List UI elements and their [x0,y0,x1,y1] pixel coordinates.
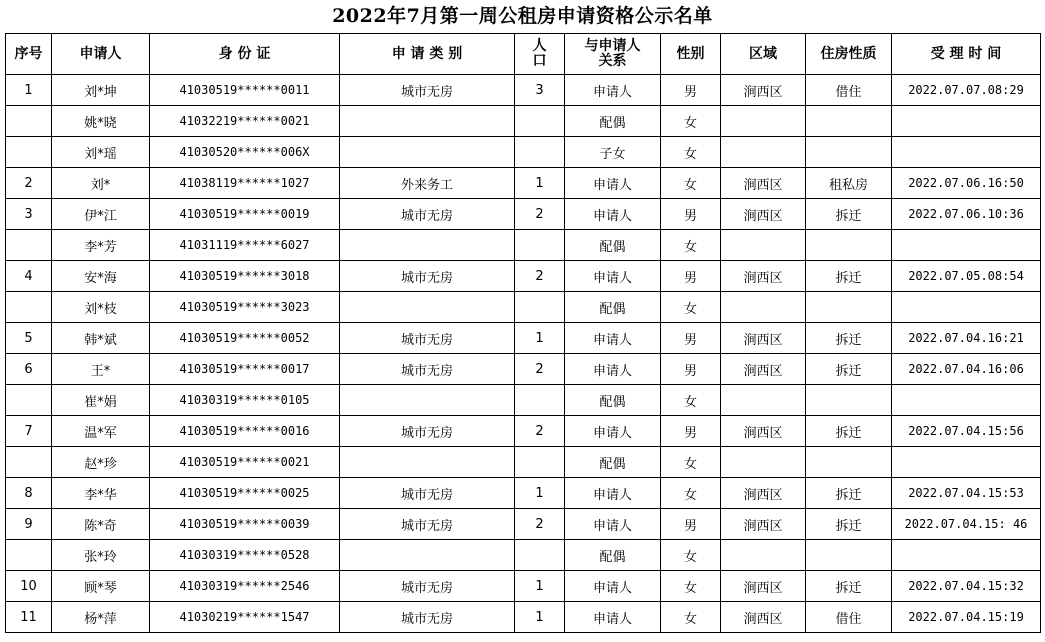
cell-gender: 女 [661,168,721,199]
cell-seq [6,137,52,168]
cell-id-card: 41030519******0017 [150,354,340,385]
cell-population [515,137,565,168]
cell-accept-time [892,292,1041,323]
cell-relation: 配偶 [565,106,661,137]
cell-gender: 女 [661,571,721,602]
cell-housing-type: 拆迁 [806,571,892,602]
cell-gender: 女 [661,447,721,478]
cell-housing-type [806,230,892,261]
cell-district [721,230,806,261]
cell-district: 涧西区 [721,261,806,292]
header-seq: 序号 [6,34,52,75]
cell-id-card: 41030219******1547 [150,602,340,633]
cell-id-card: 41030519******0052 [150,323,340,354]
cell-housing-type: 拆迁 [806,261,892,292]
cell-district: 涧西区 [721,199,806,230]
cell-category: 城市无房 [340,478,515,509]
cell-applicant: 刘*坤 [52,75,150,106]
table-row [6,509,1041,540]
cell-housing-type: 拆迁 [806,354,892,385]
cell-population: 1 [515,478,565,509]
cell-relation: 配偶 [565,230,661,261]
cell-housing-type: 拆迁 [806,478,892,509]
cell-population: 1 [515,571,565,602]
cell-applicant: 伊*江 [52,199,150,230]
cell-accept-time: 2022.07.04.15:19 [892,602,1041,633]
cell-population: 2 [515,509,565,540]
cell-relation: 申请人 [565,168,661,199]
table-row [6,137,1041,168]
cell-seq: 10 [6,571,52,602]
cell-accept-time: 2022.07.04.15:32 [892,571,1041,602]
cell-relation: 配偶 [565,447,661,478]
cell-applicant: 李*华 [52,478,150,509]
cell-applicant: 李*芳 [52,230,150,261]
cell-seq [6,230,52,261]
header-applicant: 申请人 [52,34,150,75]
cell-accept-time [892,540,1041,571]
cell-category: 城市无房 [340,323,515,354]
cell-category [340,106,515,137]
cell-id-card: 41030519******0021 [150,447,340,478]
cell-housing-type [806,106,892,137]
cell-housing-type [806,385,892,416]
table-row [6,230,1041,261]
cell-seq: 8 [6,478,52,509]
cell-relation: 申请人 [565,571,661,602]
cell-applicant: 温*军 [52,416,150,447]
cell-applicant: 韩*斌 [52,323,150,354]
header-district: 区域 [721,34,806,75]
cell-seq [6,106,52,137]
cell-id-card: 41030519******0019 [150,199,340,230]
cell-gender: 女 [661,602,721,633]
cell-relation: 申请人 [565,199,661,230]
cell-accept-time: 2022.07.04.15:56 [892,416,1041,447]
cell-population [515,230,565,261]
cell-accept-time: 2022.07.04.16:21 [892,323,1041,354]
cell-district: 涧西区 [721,75,806,106]
table-row [6,602,1041,633]
cell-category: 城市无房 [340,261,515,292]
cell-gender: 女 [661,385,721,416]
cell-relation: 申请人 [565,478,661,509]
cell-seq: 3 [6,199,52,230]
cell-housing-type: 拆迁 [806,509,892,540]
cell-category [340,540,515,571]
cell-district: 涧西区 [721,323,806,354]
cell-relation: 申请人 [565,323,661,354]
cell-relation: 申请人 [565,602,661,633]
cell-population: 2 [515,354,565,385]
cell-seq: 7 [6,416,52,447]
cell-applicant: 刘* [52,168,150,199]
cell-id-card: 41032219******0021 [150,106,340,137]
cell-applicant: 杨*萍 [52,602,150,633]
cell-applicant: 刘*枝 [52,292,150,323]
cell-category: 外来务工 [340,168,515,199]
header-id-card: 身 份 证 [150,34,340,75]
cell-id-card: 41030319******0528 [150,540,340,571]
cell-seq [6,540,52,571]
cell-accept-time: 2022.07.06.10:36 [892,199,1041,230]
cell-relation: 子女 [565,137,661,168]
cell-gender: 男 [661,199,721,230]
cell-category: 城市无房 [340,416,515,447]
cell-gender: 男 [661,509,721,540]
cell-id-card: 41030519******0039 [150,509,340,540]
cell-accept-time [892,106,1041,137]
cell-relation: 配偶 [565,540,661,571]
cell-id-card: 41030519******3018 [150,261,340,292]
cell-category [340,385,515,416]
cell-accept-time: 2022.07.06.16:50 [892,168,1041,199]
cell-gender: 女 [661,230,721,261]
cell-seq [6,447,52,478]
header-row [6,34,1041,75]
cell-applicant: 安*海 [52,261,150,292]
cell-population [515,540,565,571]
cell-accept-time [892,137,1041,168]
table-row [6,75,1041,106]
cell-housing-type [806,292,892,323]
cell-gender: 女 [661,540,721,571]
applicant-table [5,33,1041,633]
cell-gender: 男 [661,75,721,106]
cell-id-card: 41030319******2546 [150,571,340,602]
cell-district: 涧西区 [721,416,806,447]
cell-seq: 1 [6,75,52,106]
cell-population: 3 [515,75,565,106]
cell-district [721,385,806,416]
cell-population [515,447,565,478]
cell-district: 涧西区 [721,509,806,540]
header-accept-time: 受 理 时 间 [892,34,1041,75]
cell-population: 2 [515,416,565,447]
cell-seq: 4 [6,261,52,292]
cell-id-card: 41030520******006X [150,137,340,168]
cell-id-card: 41031119******6027 [150,230,340,261]
cell-category [340,230,515,261]
document-title: 2022年7月第一周公租房申请资格公示名单 [332,5,713,27]
cell-category [340,447,515,478]
cell-category: 城市无房 [340,509,515,540]
cell-applicant: 崔*娟 [52,385,150,416]
cell-population: 1 [515,323,565,354]
cell-seq: 2 [6,168,52,199]
cell-accept-time: 2022.07.04.16:06 [892,354,1041,385]
cell-gender: 女 [661,478,721,509]
cell-population: 1 [515,168,565,199]
cell-population [515,385,565,416]
cell-gender: 男 [661,261,721,292]
header-housing-type: 住房性质 [806,34,892,75]
cell-gender: 女 [661,292,721,323]
cell-population: 2 [515,199,565,230]
header-gender: 性别 [661,34,721,75]
cell-accept-time: 2022.07.07.08:29 [892,75,1041,106]
cell-housing-type: 租私房 [806,168,892,199]
cell-applicant: 刘*瑶 [52,137,150,168]
cell-applicant: 姚*晓 [52,106,150,137]
table-row [6,292,1041,323]
cell-accept-time [892,230,1041,261]
cell-id-card: 41030519******0016 [150,416,340,447]
cell-district: 涧西区 [721,168,806,199]
table-row [6,540,1041,571]
cell-category [340,292,515,323]
cell-relation: 申请人 [565,354,661,385]
cell-gender: 男 [661,323,721,354]
cell-accept-time [892,447,1041,478]
cell-category: 城市无房 [340,354,515,385]
cell-applicant: 王* [52,354,150,385]
cell-district [721,137,806,168]
table-row [6,323,1041,354]
cell-id-card: 41030319******0105 [150,385,340,416]
cell-district [721,292,806,323]
cell-category: 城市无房 [340,602,515,633]
header-population: 人口 [515,34,565,75]
cell-relation: 配偶 [565,385,661,416]
cell-seq: 9 [6,509,52,540]
header-relation: 与申请人关系 [565,34,661,75]
cell-relation: 申请人 [565,261,661,292]
table-row [6,261,1041,292]
table-row [6,199,1041,230]
cell-district [721,106,806,137]
cell-seq: 6 [6,354,52,385]
cell-housing-type: 拆迁 [806,323,892,354]
cell-id-card: 41030519******0011 [150,75,340,106]
cell-applicant: 顾*琴 [52,571,150,602]
cell-accept-time [892,385,1041,416]
table-row [6,571,1041,602]
cell-applicant: 陈*奇 [52,509,150,540]
cell-gender: 女 [661,137,721,168]
cell-seq [6,292,52,323]
cell-population [515,292,565,323]
cell-category: 城市无房 [340,571,515,602]
cell-accept-time: 2022.07.05.08:54 [892,261,1041,292]
cell-housing-type: 拆迁 [806,199,892,230]
cell-housing-type: 借住 [806,602,892,633]
cell-relation: 配偶 [565,292,661,323]
cell-district [721,447,806,478]
cell-seq: 11 [6,602,52,633]
cell-population: 1 [515,602,565,633]
cell-district: 涧西区 [721,354,806,385]
cell-population: 2 [515,261,565,292]
cell-relation: 申请人 [565,75,661,106]
cell-applicant: 张*玲 [52,540,150,571]
cell-housing-type: 拆迁 [806,416,892,447]
cell-seq [6,385,52,416]
cell-district: 涧西区 [721,478,806,509]
table-row [6,385,1041,416]
table-row [6,478,1041,509]
table-row [6,168,1041,199]
cell-gender: 女 [661,106,721,137]
cell-seq: 5 [6,323,52,354]
cell-housing-type [806,137,892,168]
cell-category: 城市无房 [340,199,515,230]
cell-id-card: 41030519******0025 [150,478,340,509]
cell-id-card: 41038119******1027 [150,168,340,199]
table-row [6,416,1041,447]
cell-district [721,540,806,571]
cell-district: 涧西区 [721,571,806,602]
table-row [6,106,1041,137]
table-row [6,447,1041,478]
cell-housing-type: 借住 [806,75,892,106]
header-category: 申 请 类 别 [340,34,515,75]
cell-housing-type [806,447,892,478]
cell-relation: 申请人 [565,416,661,447]
cell-gender: 男 [661,354,721,385]
cell-accept-time: 2022.07.04.15: 46 [892,509,1041,540]
cell-category: 城市无房 [340,75,515,106]
cell-relation: 申请人 [565,509,661,540]
table-row [6,354,1041,385]
cell-population [515,106,565,137]
cell-gender: 男 [661,416,721,447]
cell-category [340,137,515,168]
cell-applicant: 赵*珍 [52,447,150,478]
cell-accept-time: 2022.07.04.15:53 [892,478,1041,509]
cell-id-card: 41030519******3023 [150,292,340,323]
cell-district: 涧西区 [721,602,806,633]
cell-housing-type [806,540,892,571]
